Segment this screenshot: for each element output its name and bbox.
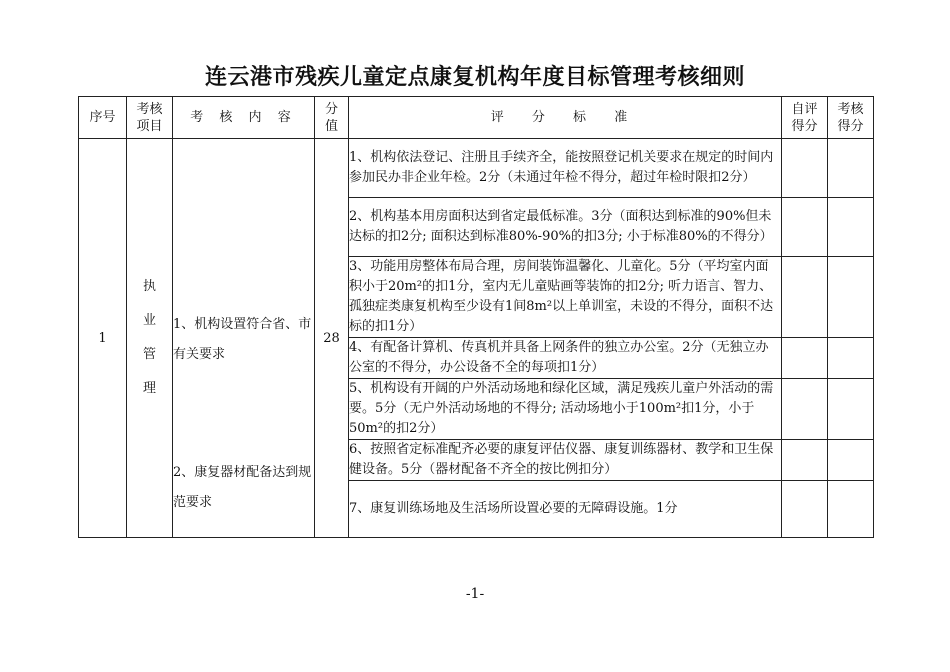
- review-score-cell: [828, 379, 874, 440]
- header-criteria: 评 分 标 准: [349, 97, 782, 139]
- header-self-score-text: 自评得分: [791, 101, 818, 134]
- review-score-cell: [828, 440, 874, 481]
- document-title: 连云港市残疾儿童定点康复机构年度目标管理考核细则: [204, 65, 745, 90]
- criteria-cell: 1、机构依法登记、注册且手续齐全，能按照登记机关要求在规定的时间内参加民办非企业年检。2分（未通过年检不得分，超过年检时限扣2分）: [349, 139, 782, 198]
- criteria-cell: 3、功能用房整体布局合理，房间装饰温馨化、儿童化。5分（平均室内面积小于20m²的扣1分，室内无儿童贴画等装饰的扣2分; 听力语言、智力、孤独症类康复机构至少设有1间8m²以上单训室，未设的不得分，面积不达标的扣1分）: [349, 257, 782, 338]
- table-row: [79, 139, 874, 198]
- header-score-text: 分值: [324, 101, 338, 134]
- header-seq: 序号: [79, 97, 127, 139]
- content-cell: [173, 139, 315, 538]
- header-item-text: 考核项目: [136, 101, 163, 134]
- review-score-cell: [828, 257, 874, 338]
- header-review-score-text: 考核得分: [837, 101, 864, 134]
- review-score-cell: [828, 139, 874, 198]
- header-item: [127, 97, 173, 139]
- header-score: [315, 97, 349, 139]
- review-score-cell: [828, 198, 874, 257]
- seq-cell: 1: [79, 139, 127, 538]
- score-cell: 28: [315, 139, 349, 538]
- self-score-cell: [782, 440, 828, 481]
- review-score-cell: [828, 481, 874, 538]
- header-content: 考 核 内 容: [173, 97, 315, 139]
- item-text: 执业管理: [142, 279, 156, 396]
- header-review-score: [828, 97, 874, 139]
- header-self-score: [782, 97, 828, 139]
- self-score-cell: [782, 139, 828, 198]
- self-score-cell: [782, 338, 828, 379]
- table-header-row: [79, 97, 874, 139]
- self-score-cell: [782, 481, 828, 538]
- content-item: 1、机构设置符合省、市有关要求: [173, 317, 312, 362]
- criteria-cell: 4、有配备计算机、传真机并具备上网条件的独立办公室。2分（无独立办公室的不得分，办公设备不全的每项扣1分）: [349, 338, 782, 379]
- criteria-cell: 7、康复训练场地及生活场所设置必要的无障碍设施。1分: [349, 481, 782, 538]
- item-cell: [127, 139, 173, 538]
- page-number: -1-: [465, 586, 485, 602]
- criteria-cell: 2、机构基本用房面积达到省定最低标准。3分（面积达到标准的90%但未达标的扣2分; 面积达到标准80%-90%的扣3分; 小于标准80%的不得分）: [349, 198, 782, 257]
- content-item: 2、康复器材配备达到规范要求: [173, 465, 312, 510]
- self-score-cell: [782, 379, 828, 440]
- review-score-cell: [828, 338, 874, 379]
- self-score-cell: [782, 257, 828, 338]
- criteria-cell: 5、机构设有开阔的户外活动场地和绿化区域，满足残疾儿童户外活动的需要。5分（无户外活动场地的不得分; 活动场地小于100m²扣1分，小于50m²的扣2分）: [349, 379, 782, 440]
- criteria-cell: 6、按照省定标准配齐必要的康复评估仪器、康复训练器材、教学和卫生保健设备。5分（器材配备不齐全的按比例扣分）: [349, 440, 782, 481]
- assessment-table: [78, 96, 874, 538]
- self-score-cell: [782, 198, 828, 257]
